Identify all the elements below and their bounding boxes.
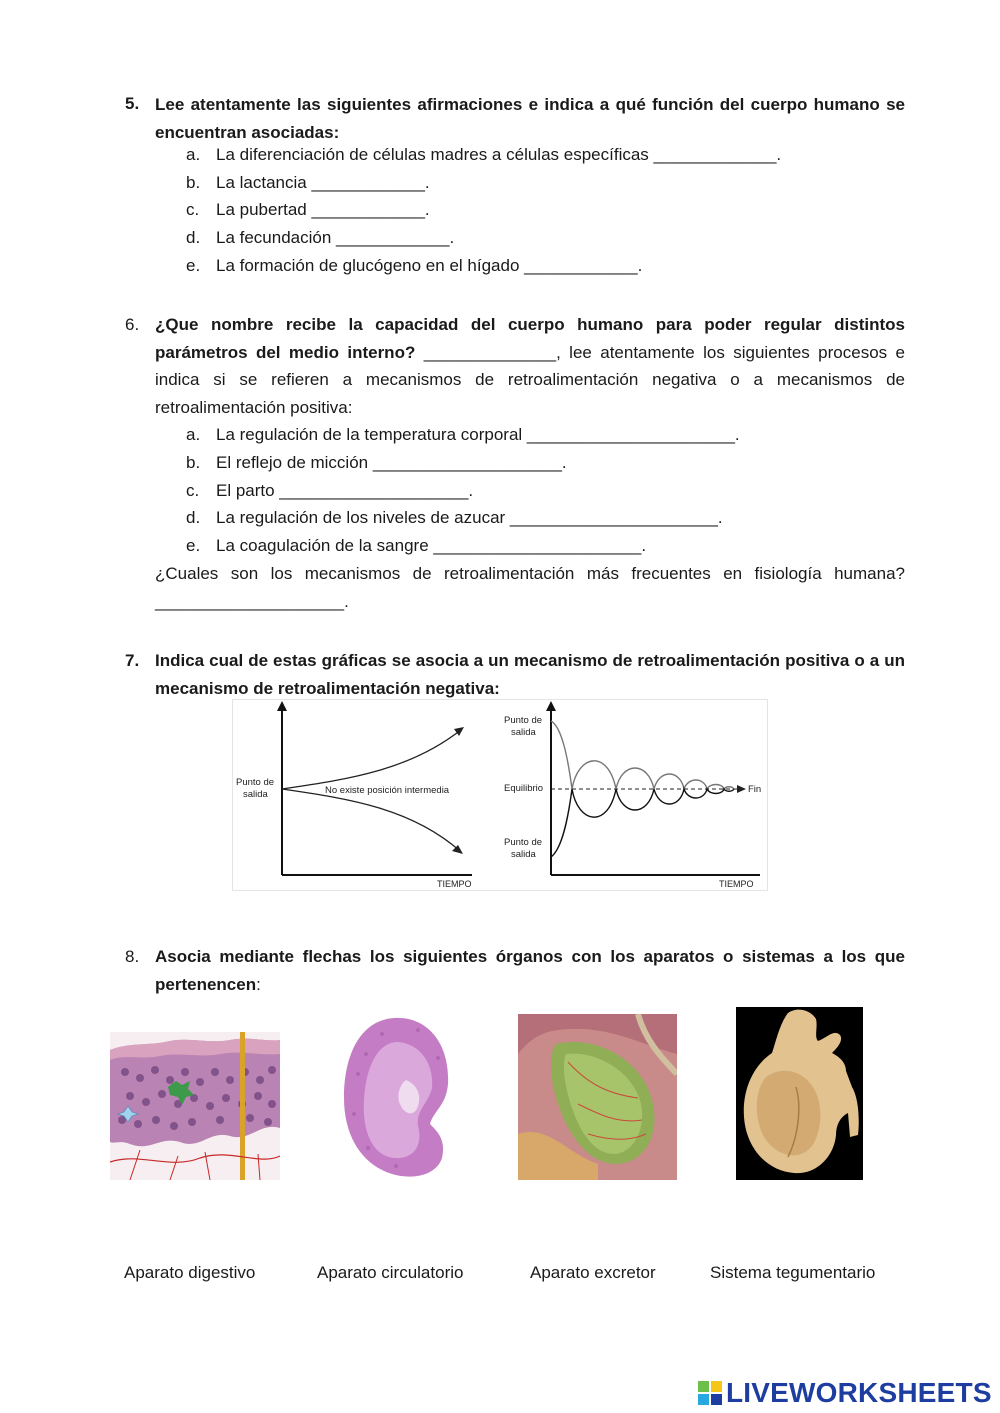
question-6-item-d xyxy=(186,508,723,528)
item-letter: c. xyxy=(186,481,200,500)
question-6-item-e xyxy=(186,536,646,556)
left-start-label-2: salida xyxy=(243,789,268,800)
system-label-circulatorio: Aparato circulatorio xyxy=(317,1263,464,1282)
item-text: El parto ____________________. xyxy=(216,481,474,500)
question-5-item-a xyxy=(186,145,781,165)
item-text: La regulación de la temperatura corporal ______________________. xyxy=(216,425,740,444)
question-6-prompt-rest: ______________, lee atentamente los siguientes procesos e indica si se refieren a mecanismos de retroalimentación negativa o a mecanismos de retroalimentación positiva: xyxy=(155,342,905,417)
question-8-prompt-rest: : xyxy=(256,974,261,994)
right-top-label-1: Punto de xyxy=(504,715,543,726)
item-letter: a. xyxy=(186,145,201,164)
question-8-prompt-bold: Asocia mediante flechas los siguientes órganos con los aparatos o sistemas a los que pertenencen xyxy=(155,947,905,994)
question-8-prompt xyxy=(155,943,905,998)
left-x-label: TIEMPO xyxy=(437,879,472,889)
item-letter: e. xyxy=(186,536,201,555)
right-top-label-2: salida xyxy=(511,727,536,738)
question-7-number: 7. xyxy=(125,651,140,670)
item-text: El reflejo de micción ____________________. xyxy=(216,453,567,472)
question-5-prompt: Lee atentamente las siguientes afirmaciones e indica a qué función del cuerpo humano se encuentran asociadas: xyxy=(155,95,905,142)
item-letter: d. xyxy=(186,228,201,247)
system-label-tegumentario: Sistema tegumentario xyxy=(710,1263,876,1282)
question-5-item-e xyxy=(186,256,642,276)
system-label-excretor: Aparato excretor xyxy=(530,1263,656,1282)
item-letter: b. xyxy=(186,453,201,472)
gallbladder-image[interactable] xyxy=(518,1014,677,1180)
question-5-item-b xyxy=(186,173,430,193)
equilibrium-label: Equilibrio xyxy=(504,783,544,794)
item-letter: b. xyxy=(186,173,201,192)
question-6-item-a xyxy=(186,425,740,445)
liveworksheets-logo-icon xyxy=(698,1381,722,1405)
question-6-prompt xyxy=(155,311,905,421)
liveworksheets-logo[interactable] xyxy=(698,1378,992,1408)
question-6-item-b xyxy=(186,453,567,473)
item-text: La diferenciación de células madres a células específicas _____________. xyxy=(216,145,782,164)
question-5-number: 5. xyxy=(125,94,140,113)
item-text: La fecundación ____________. xyxy=(216,228,455,247)
question-5-item-d xyxy=(186,228,454,248)
question-6-item-c xyxy=(186,481,473,501)
question-6-prompt-bold: ¿Que nombre recibe la capacidad del cuerpo humano para poder regular distintos parámetros del medio interno? xyxy=(155,315,905,362)
question-6-followup: ¿Cuales son los mecanismos de retroalimentación más frecuentes en fisiología humana? ____________________. xyxy=(155,564,905,611)
left-start-label-1: Punto de xyxy=(236,777,275,788)
item-text: La regulación de los niveles de azucar ______________________. xyxy=(216,508,723,527)
skin-tissue-image[interactable] xyxy=(110,1032,280,1180)
system-label-digestivo: Aparato digestivo xyxy=(124,1263,256,1282)
right-bottom-label-2: salida xyxy=(511,849,536,860)
question-6-number: 6. xyxy=(125,315,140,334)
question-8-number: 8. xyxy=(125,947,140,966)
item-letter: a. xyxy=(186,425,201,444)
end-label: Fin xyxy=(748,784,762,795)
kidney-section-image[interactable] xyxy=(338,1014,456,1180)
right-bottom-label-1: Punto de xyxy=(504,837,543,848)
heart-image[interactable] xyxy=(736,1007,863,1180)
item-text: La pubertad ____________. xyxy=(216,200,430,219)
item-text: La coagulación de la sangre ______________________. xyxy=(216,536,647,555)
item-letter: d. xyxy=(186,508,201,527)
liveworksheets-brand: LIVEWORKSHEETS xyxy=(726,1377,992,1408)
right-x-label: TIEMPO xyxy=(719,879,754,889)
item-letter: e. xyxy=(186,256,201,275)
question-5-item-c xyxy=(186,200,430,220)
item-letter: c. xyxy=(186,200,200,219)
question-7-prompt: Indica cual de estas gráficas se asocia a un mecanismo de retroalimentación positiva o a un mecanismo de retroalimentación negativa: xyxy=(155,651,905,698)
feedback-graphs-figure xyxy=(232,699,768,891)
left-middle-label: No existe posición intermedia xyxy=(325,785,450,796)
item-text: La formación de glucógeno en el hígado ____________. xyxy=(216,256,643,275)
item-text: La lactancia ____________. xyxy=(216,173,430,192)
